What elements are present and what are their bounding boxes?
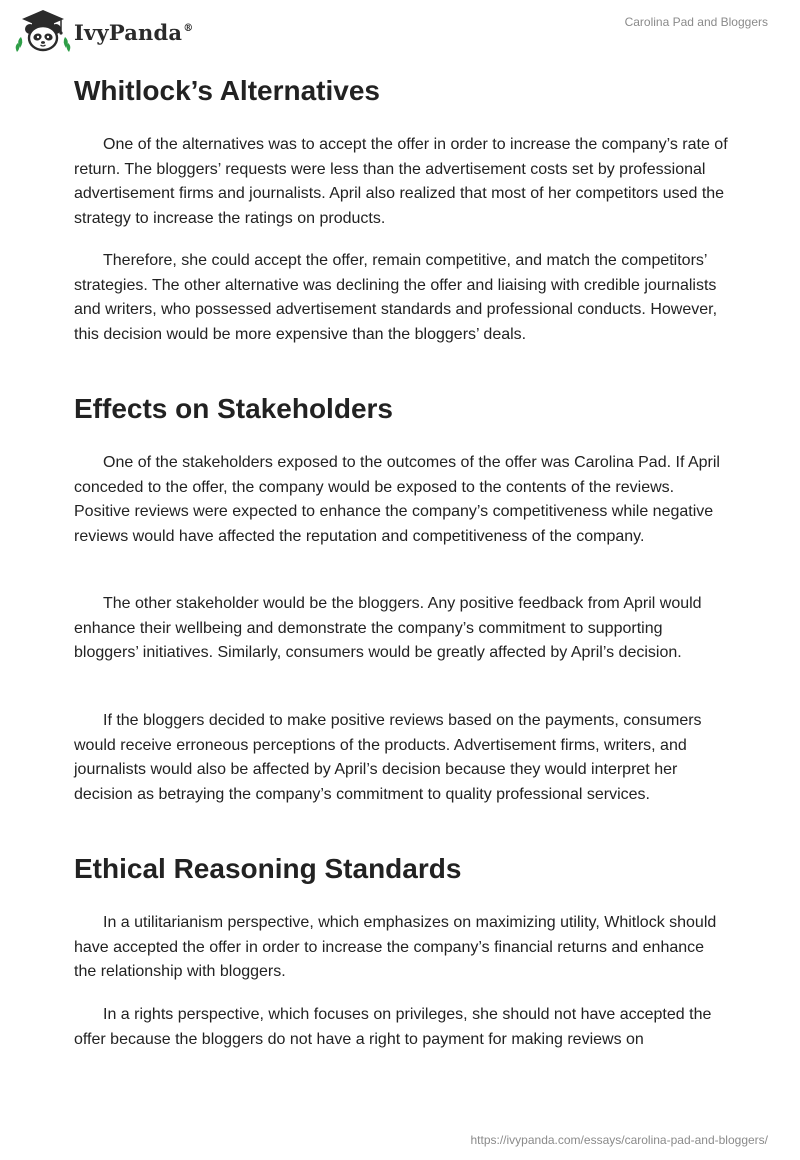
ivypanda-logo[interactable] [14, 8, 193, 54]
section-heading: Ethical Reasoning Standards [74, 853, 462, 884]
paragraph: The other stakeholder would be the bloggers. Any positive feedback from April would enhance their wellbeing and demonstrate the company’s commitment to supporting bloggers’ initiatives. Similarly, consumers would be greatly affected by April’s decision. [74, 595, 702, 662]
section-heading: Effects on Stakeholders [74, 393, 393, 424]
paragraph: If the bloggers decided to make positive reviews based on the payments, consumers would receive erroneous perceptions of the products. Advertisement firms, writers, and journalists would also be affected by April’s decision because they would interpret her decision as betraying the company’s commitment to quality professional services. [74, 712, 702, 803]
paragraph: Therefore, she could accept the offer, remain competitive, and match the competitors’ strategies. The other alternative was declining the offer and liaising with credible journalists and writers, who possessed advertisement standards and professional conducts. However, this decision would be more expensive than the bloggers’ deals. [74, 252, 718, 343]
paragraph: In a rights perspective, which focuses on privileges, she should not have accepted the offer because the bloggers do not have a right to payment for making reviews on [74, 1006, 712, 1048]
document-title: Carolina Pad and Bloggers [624, 15, 768, 29]
paragraph: One of the stakeholders exposed to the outcomes of the offer was Carolina Pad. If April conceded to the offer, the company would be exposed to the contents of the reviews. Positive reviews were expected to enhance the company’s competitiveness while negative reviews would have affected the reputation and competitiveness of the company. [74, 454, 720, 545]
source-url[interactable]: https://ivypanda.com/essays/carolina-pad-and-bloggers/ [470, 1133, 768, 1147]
section-heading: Whitlock’s Alternatives [74, 75, 381, 106]
paragraph: In a utilitarianism perspective, which emphasizes on maximizing utility, Whitlock should have accepted the offer in order to increase the company’s financial returns and enhance the relationship with bloggers. [74, 914, 717, 981]
paragraph: One of the alternatives was to accept the offer in order to increase the company’s rate of return. The bloggers’ requests were less than the advertisement costs set by professional advertisement firms and journalists. April also realized that most of her competitors used the strategy to increase the ratings on products. [74, 136, 728, 227]
panda-graduate-icon [14, 8, 72, 54]
registered-mark: ® [183, 22, 194, 34]
page-header [0, 0, 800, 62]
brand-name: IvyPanda® [74, 19, 194, 45]
